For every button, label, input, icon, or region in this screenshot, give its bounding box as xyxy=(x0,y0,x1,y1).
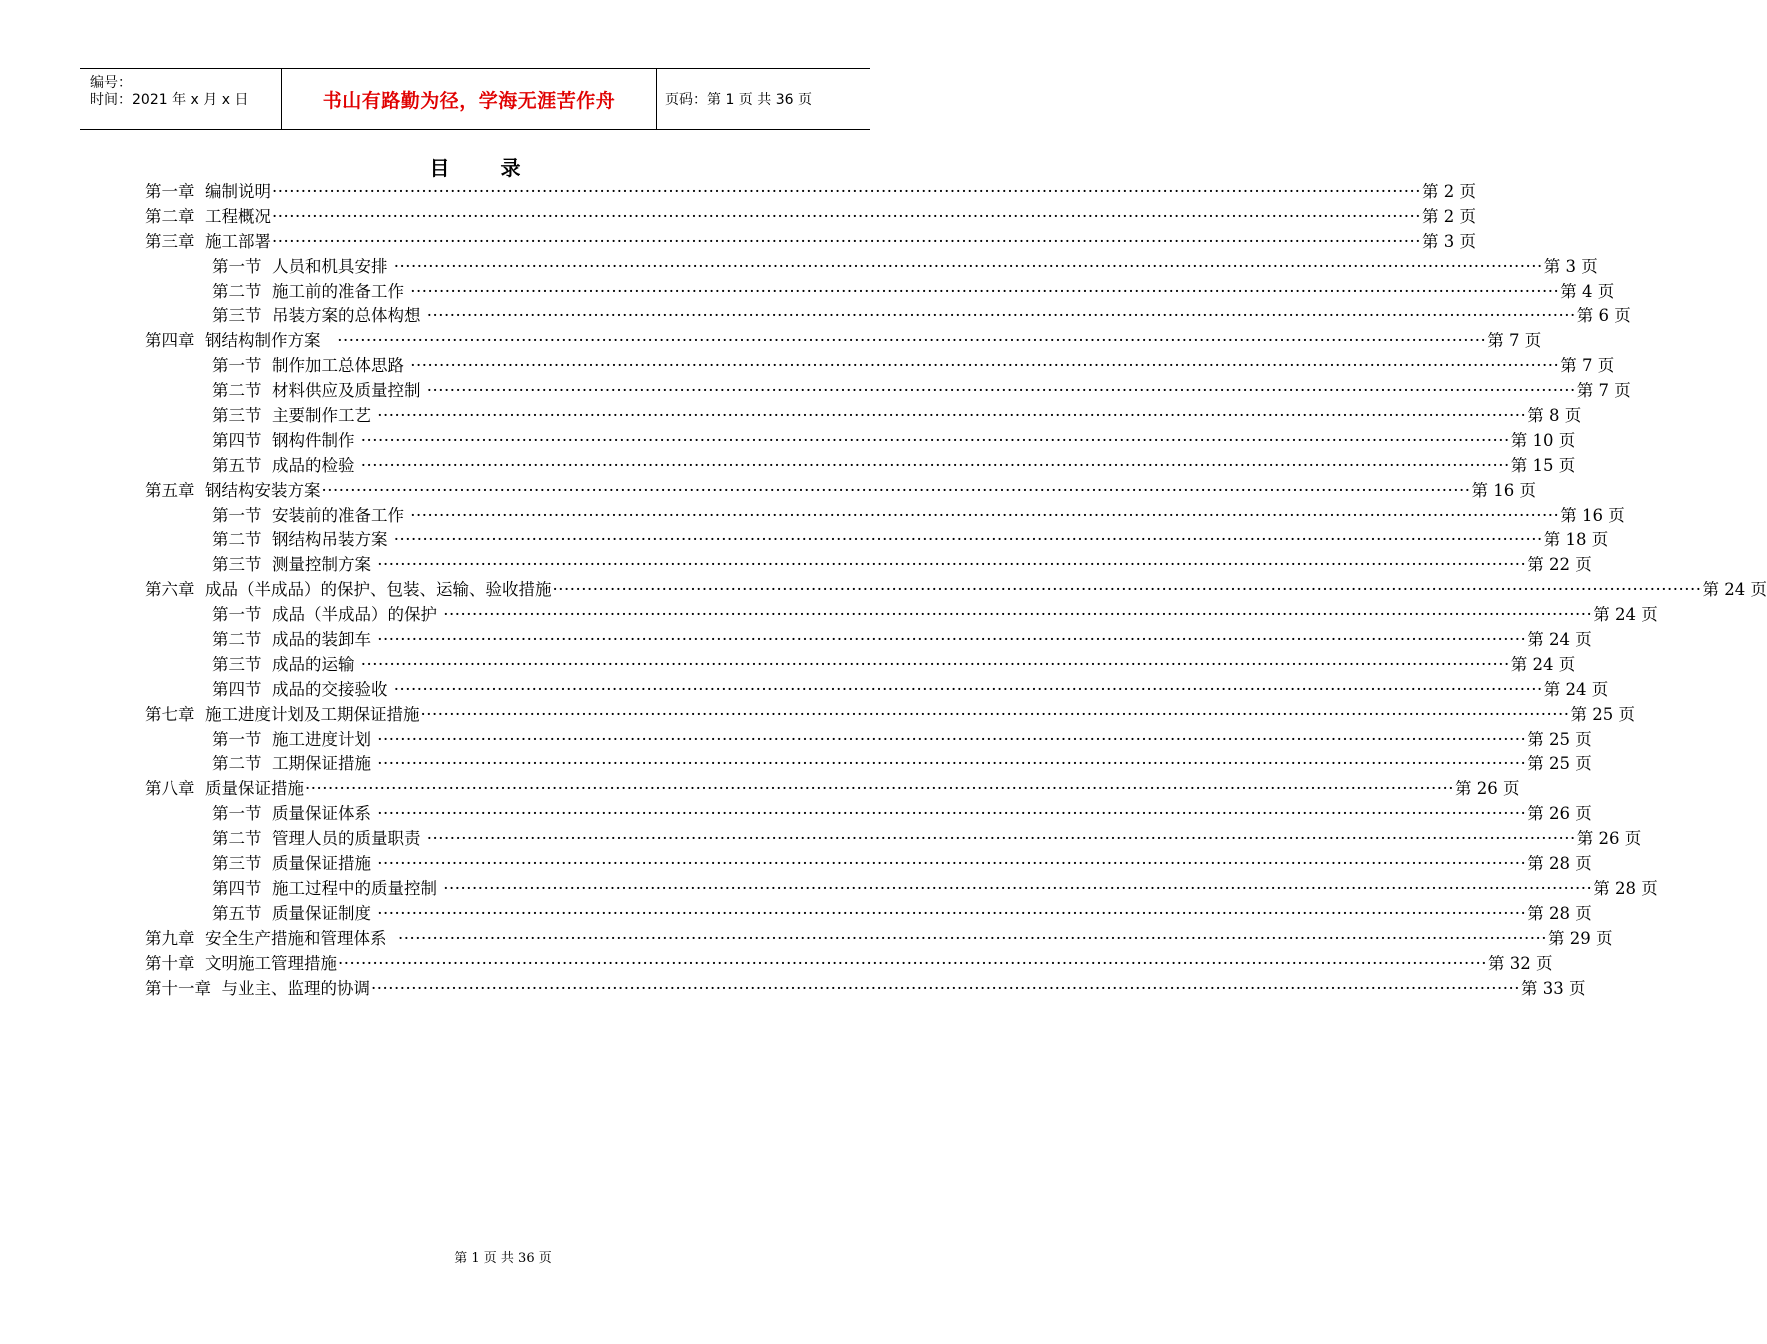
toc-entry-label: 第六章 成品（半成品）的保护、包装、运输、验收措施 xyxy=(145,580,552,600)
toc-entry-page: 第 24 页 xyxy=(1593,605,1658,625)
toc-chapter-entry[interactable] xyxy=(145,180,1476,205)
header-motto-cell xyxy=(281,69,657,129)
toc-section-entry[interactable] xyxy=(145,354,1615,379)
toc-dot-leader: ········································································································································································································ xyxy=(377,630,1527,650)
toc-entry-label: 第四章 钢结构制作方案 xyxy=(145,331,337,351)
toc-entry-label: 第二节 钢结构吊装方案 xyxy=(212,530,393,550)
toc-entry-page: 第 32 页 xyxy=(1487,953,1553,973)
toc-dot-leader: ········································································································································································································ xyxy=(377,555,1527,575)
toc-dot-leader: ········································································································································································································ xyxy=(377,854,1527,874)
toc-section-entry[interactable] xyxy=(145,280,1615,305)
toc-entry-page: 第 7 页 xyxy=(1560,356,1615,376)
toc-entry-label: 第十章 文明施工管理措施 xyxy=(145,953,337,973)
toc-entry-label: 第一节 施工进度计划 xyxy=(212,729,377,749)
toc-dot-leader: ········································································································································································································ xyxy=(420,704,1570,724)
toc-entry-page: 第 16 页 xyxy=(1471,480,1536,500)
toc-entry-page: 第 16 页 xyxy=(1560,505,1625,525)
toc-dot-leader: ········································································································································································································ xyxy=(377,754,1527,774)
toc-entry-page: 第 25 页 xyxy=(1570,704,1635,724)
header-page-info: 页码：第 1 页 共 36 页 xyxy=(665,92,812,108)
toc-entry-page: 第 2 页 xyxy=(1421,206,1476,226)
toc-chapter-entry[interactable] xyxy=(145,205,1476,230)
document-number-label: 编号： xyxy=(90,75,132,91)
toc-section-entry[interactable] xyxy=(145,528,1609,553)
toc-entry-page: 第 7 页 xyxy=(1487,331,1542,351)
toc-dot-leader: ········································································································································································································ xyxy=(552,580,1702,600)
toc-dot-leader: ········································································································································································································ xyxy=(338,953,1487,973)
toc-entry-page: 第 22 页 xyxy=(1527,555,1592,575)
toc-chapter-entry[interactable] xyxy=(145,952,1553,977)
toc-title: 目 录 xyxy=(429,156,543,180)
toc-dot-leader: ········································································································································································································ xyxy=(321,480,1471,500)
toc-dot-leader: ········································································································································································································ xyxy=(393,256,1543,276)
toc-entry-label: 第十一章 与业主、监理的协调 xyxy=(145,978,370,998)
toc-entry-label: 第五节 成品的检验 xyxy=(212,455,360,475)
toc-dot-leader: ········································································································································································································ xyxy=(272,182,1421,201)
toc-section-entry[interactable] xyxy=(145,728,1592,753)
toc-section-entry[interactable] xyxy=(145,678,1609,703)
toc-chapter-entry[interactable] xyxy=(145,578,1767,603)
toc-dot-leader: ········································································································································································································ xyxy=(305,779,1454,799)
toc-section-entry[interactable] xyxy=(145,429,1576,454)
toc-entry-page: 第 28 页 xyxy=(1527,854,1592,874)
toc-chapter-entry[interactable] xyxy=(145,927,1613,952)
toc-section-entry[interactable] xyxy=(145,852,1592,877)
toc-entry-label: 第九章 安全生产措施和管理体系 xyxy=(145,928,397,948)
page-header xyxy=(80,68,870,130)
toc-dot-leader: ········································································································································································································ xyxy=(397,928,1547,948)
toc-dot-leader: ········································································································································································································ xyxy=(360,654,1510,674)
toc-entry-page: 第 33 页 xyxy=(1520,978,1586,998)
page-footer: 第 1 页 共 36 页 xyxy=(454,1251,552,1266)
toc-entry-label: 第一节 人员和机具安排 xyxy=(212,256,393,276)
toc-dot-leader: ········································································································································································································ xyxy=(410,281,1560,301)
document-time-label: 时间：2021 年 x 月 x 日 xyxy=(90,92,249,108)
toc-entry-page: 第 3 页 xyxy=(1543,256,1598,276)
toc-chapter-entry[interactable] xyxy=(145,329,1542,354)
toc-entry-label: 第四节 成品的交接验收 xyxy=(212,679,393,699)
toc-entry-label: 第一节 安装前的准备工作 xyxy=(212,505,410,525)
toc-entry-page: 第 15 页 xyxy=(1510,455,1576,475)
toc-entry-page: 第 28 页 xyxy=(1593,878,1658,898)
toc-entry-label: 第八章 质量保证措施 xyxy=(145,779,304,799)
toc-section-entry[interactable] xyxy=(145,628,1592,653)
toc-section-entry[interactable] xyxy=(145,404,1582,429)
toc-section-entry[interactable] xyxy=(145,902,1592,927)
toc-chapter-entry[interactable] xyxy=(145,777,1520,802)
toc-entry-page: 第 25 页 xyxy=(1527,754,1592,774)
toc-entry-page: 第 26 页 xyxy=(1527,804,1592,824)
toc-entry-page: 第 24 页 xyxy=(1543,679,1609,699)
toc-entry-label: 第七章 施工进度计划及工期保证措施 xyxy=(145,704,420,724)
toc-dot-leader: ········································································································································································································ xyxy=(272,206,1421,226)
toc-entry-label: 第二节 管理人员的质量职责 xyxy=(212,829,426,849)
toc-entry-page: 第 29 页 xyxy=(1547,928,1613,948)
toc-entry-label: 第二章 工程概况 xyxy=(145,206,271,226)
toc-section-entry[interactable] xyxy=(145,752,1592,777)
toc-entry-label: 第五节 质量保证制度 xyxy=(212,903,377,923)
toc-entry-page: 第 8 页 xyxy=(1527,406,1582,426)
toc-dot-leader: ········································································································································································································ xyxy=(377,729,1527,749)
toc-entry-page: 第 26 页 xyxy=(1454,779,1520,799)
toc-section-entry[interactable] xyxy=(145,504,1625,529)
toc-entry-page: 第 25 页 xyxy=(1527,729,1592,749)
toc-entry-label: 第二节 材料供应及质量控制 xyxy=(212,381,426,401)
toc-entry-label: 第一节 成品（半成品）的保护 xyxy=(212,605,443,625)
toc-entry-label: 第四节 钢构件制作 xyxy=(212,430,360,450)
toc-entry-page: 第 2 页 xyxy=(1421,182,1476,201)
toc-entry-page: 第 24 页 xyxy=(1702,580,1767,600)
toc-entry-page: 第 24 页 xyxy=(1510,654,1576,674)
toc-dot-leader: ········································································································································································································ xyxy=(426,306,1576,326)
toc-dot-leader: ········································································································································································································ xyxy=(443,878,1593,898)
toc-section-entry[interactable] xyxy=(145,379,1631,404)
toc-section-entry[interactable] xyxy=(145,454,1576,479)
toc-entry-page: 第 26 页 xyxy=(1576,829,1642,849)
table-of-contents xyxy=(145,180,1767,1001)
toc-entry-page: 第 18 页 xyxy=(1543,530,1609,550)
toc-dot-leader: ········································································································································································································ xyxy=(272,231,1421,251)
toc-entry-label: 第四节 施工过程中的质量控制 xyxy=(212,878,443,898)
toc-dot-leader: ········································································································································································································ xyxy=(410,505,1560,525)
toc-entry-label: 第三节 测量控制方案 xyxy=(212,555,377,575)
toc-section-entry[interactable] xyxy=(145,827,1642,852)
toc-entry-label: 第三节 吊装方案的总体构想 xyxy=(212,306,426,326)
toc-entry-label: 第一章 编制说明 xyxy=(145,182,271,201)
toc-section-entry[interactable] xyxy=(145,304,1631,329)
toc-dot-leader: ········································································································································································································ xyxy=(360,430,1510,450)
toc-entry-page: 第 4 页 xyxy=(1560,281,1615,301)
toc-chapter-entry[interactable] xyxy=(145,977,1586,1002)
toc-entry-label: 第三节 主要制作工艺 xyxy=(212,406,377,426)
toc-entry-label: 第一节 制作加工总体思路 xyxy=(212,356,410,376)
toc-dot-leader: ········································································································································································································ xyxy=(393,679,1543,699)
toc-entry-page: 第 7 页 xyxy=(1576,381,1631,401)
toc-entry-label: 第三节 成品的运输 xyxy=(212,654,360,674)
toc-entry-label: 第一节 质量保证体系 xyxy=(212,804,377,824)
toc-section-entry[interactable] xyxy=(145,802,1592,827)
toc-dot-leader: ········································································································································································································ xyxy=(377,406,1527,426)
toc-entry-page: 第 6 页 xyxy=(1576,306,1631,326)
toc-chapter-entry[interactable] xyxy=(145,479,1536,504)
toc-dot-leader: ········································································································································································································ xyxy=(371,978,1520,998)
header-meta-cell xyxy=(80,69,281,129)
toc-section-entry[interactable] xyxy=(145,255,1598,280)
header-motto: 书山有路勤为径，学海无涯苦作舟 xyxy=(322,89,616,112)
toc-chapter-entry[interactable] xyxy=(145,230,1476,255)
toc-entry-label: 第二节 成品的装卸车 xyxy=(212,630,377,650)
toc-entry-page: 第 28 页 xyxy=(1527,903,1592,923)
toc-dot-leader: ········································································································································································································ xyxy=(377,903,1527,923)
toc-dot-leader: ········································································································································································································ xyxy=(426,829,1576,849)
toc-entry-label: 第三章 施工部署 xyxy=(145,231,271,251)
toc-section-entry[interactable] xyxy=(145,877,1658,902)
toc-entry-page: 第 3 页 xyxy=(1421,231,1476,251)
toc-dot-leader: ········································································································································································································ xyxy=(426,381,1576,401)
toc-entry-label: 第五章 钢结构安装方案 xyxy=(145,480,321,500)
toc-entry-page: 第 24 页 xyxy=(1527,630,1592,650)
toc-section-entry[interactable] xyxy=(145,653,1576,678)
toc-section-entry[interactable] xyxy=(145,603,1658,628)
toc-dot-leader: ········································································································································································································ xyxy=(393,530,1543,550)
toc-chapter-entry[interactable] xyxy=(145,703,1635,728)
toc-entry-label: 第二节 施工前的准备工作 xyxy=(212,281,410,301)
toc-dot-leader: ········································································································································································································ xyxy=(443,605,1593,625)
toc-entry-label: 第三节 质量保证措施 xyxy=(212,854,377,874)
toc-dot-leader: ········································································································································································································ xyxy=(410,356,1560,376)
toc-dot-leader: ········································································································································································································ xyxy=(377,804,1527,824)
toc-dot-leader: ········································································································································································································ xyxy=(337,331,1487,351)
toc-dot-leader: ········································································································································································································ xyxy=(360,455,1510,475)
toc-section-entry[interactable] xyxy=(145,553,1592,578)
header-page-cell xyxy=(656,69,870,129)
toc-entry-label: 第二节 工期保证措施 xyxy=(212,754,377,774)
toc-entry-page: 第 10 页 xyxy=(1510,430,1576,450)
